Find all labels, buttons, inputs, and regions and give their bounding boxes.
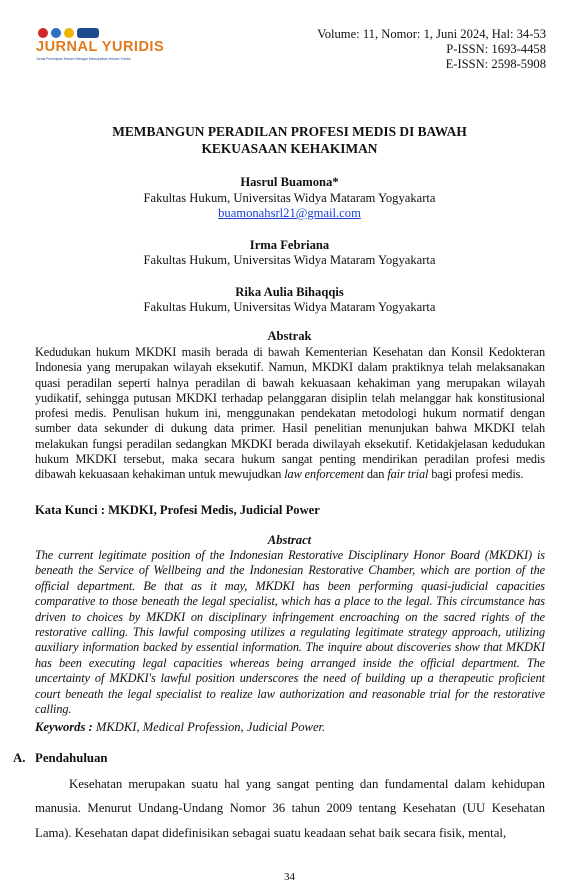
section-heading: A. Pendahuluan — [13, 751, 108, 765]
author-email-link[interactable]: buamonahsrl21@gmail.com — [218, 206, 361, 220]
volume-line: Volume: 11, Nomor: 1, Juni 2024, Hal: 34-53 — [317, 27, 546, 41]
keywords: Keywords : MKDKI, Medical Profession, Judicial Power. — [35, 720, 326, 734]
kata-kunci: Kata Kunci : MKDKI, Profesi Medis, Judicial Power — [35, 503, 320, 517]
author-entry — [0, 175, 579, 222]
page-number: 34 — [284, 871, 295, 883]
abstrak-heading: Abstrak — [267, 329, 312, 343]
author-block — [0, 175, 579, 332]
emblem-icon-blue — [51, 28, 61, 38]
author-entry — [0, 238, 579, 269]
logo-emblems — [38, 28, 99, 38]
author-entry — [0, 285, 579, 316]
emblem-icon-red — [38, 28, 48, 38]
abstract-body: The current legitimate position of the Indonesian Restorative Disciplinary Honor Board (MKDKI) is beneath the Service of Wellbeing and the Indonesian Restorative Chamber, which are portion of the official department. Be that as it may, MKDKI has been performing quasi-judicial capacities comparative to those beneath the legal specialist, which has a place to the legal. This circumstance has driven to choices by MKDKI on disciplinary infringement encroaching on the sacred rights of the restorative calling. This lawful composing utilizes a regulating legitimate strategy approach, utilizing auxiliary information backed by essential information. The inquire about discoveries show that MKDKI has been executing legal capacities whereas being arranged inside the official department. The uncertainty of MKDKI's lawful position underscores the need of building up a therapeutic proficient court beneath the legal specialist to realize law authorization and reasonable trial for the restorative calling. — [35, 548, 545, 717]
abstract-heading: Abstract — [267, 533, 312, 547]
author-name: Rika Aulia Bihaqqis — [235, 284, 344, 299]
emblem-icon-navy — [77, 28, 99, 38]
author-affiliation: Fakultas Hukum, Universitas Widya Mataram Yogyakarta — [143, 253, 436, 267]
logo-tagline: Jurnal Penerapan Hukum Sebagai Mewujudkan Hukum Yuridis — [36, 57, 131, 61]
paper-title: MEMBANGUN PERADILAN PROFESI MEDIS DI BAWAH KEKUASAAN KEHAKIMAN — [112, 124, 467, 156]
emblem-icon-yellow — [64, 28, 74, 38]
eissn: E-ISSN: 2598-5908 — [445, 57, 546, 71]
author-affiliation: Fakultas Hukum, Universitas Widya Mataram Yogyakarta — [143, 190, 436, 205]
author-name: Hasrul Buamona* — [240, 175, 339, 189]
journal-logo — [36, 28, 218, 62]
abstrak-body: Kedudukan hukum MKDKI masih berada di bawah Kementerian Kesehatan dan Konsil Kedokteran Indonesia yang merupakan wilayah eksekutif. Namun, MKDKI dalam praktiknya telah melaksanakan quasi peradilan seperti halnya peradilan di bawah kekuasaan kehakiman yang merupakan wilayah yudikatif, sehingga putusan MKDKI terhadap pelanggaran disiplin telah melanggar hak konstitusional profesi medis. Penulisan hukum ini, menggunakan pendekatan metodologi hukum normatif dengan sumber data sekunder di dukung data primer. Hasil penelitian menunjukan bahwa MKDKI telah melakukan fungsi peradilan sedangkan MKDKI berada diwilayah eksekutif. Ketidakjelasan kedudukan hukum MKDKI tersebut, maka secara hukum sangat penting mendirikan peradilan profesi medis dibawah kekuasaan kehakiman untuk mewujudkan law enforcement dan fair trial bagi profesi medis. — [35, 345, 545, 482]
author-affiliation: Fakultas Hukum, Universitas Widya Mataram Yogyakarta — [143, 300, 436, 314]
journal-info — [317, 27, 546, 72]
author-name: Irma Febriana — [249, 237, 330, 252]
pissn: P-ISSN: 1693-4458 — [446, 42, 546, 56]
intro-paragraph: Kesehatan merupakan suatu hal yang sangat penting dan fundamental dalam kehidupan manusia. Menurut Undang-Undang Nomor 36 tahun 2009 tentang Kesehatan (UU Kesehatan Lama). Kesehatan dapat didefinisikan sebagai suatu keadaan sehat baik secara fisik, mental, — [35, 777, 545, 840]
logo-title: JURNAL YURIDIS — [36, 39, 165, 55]
